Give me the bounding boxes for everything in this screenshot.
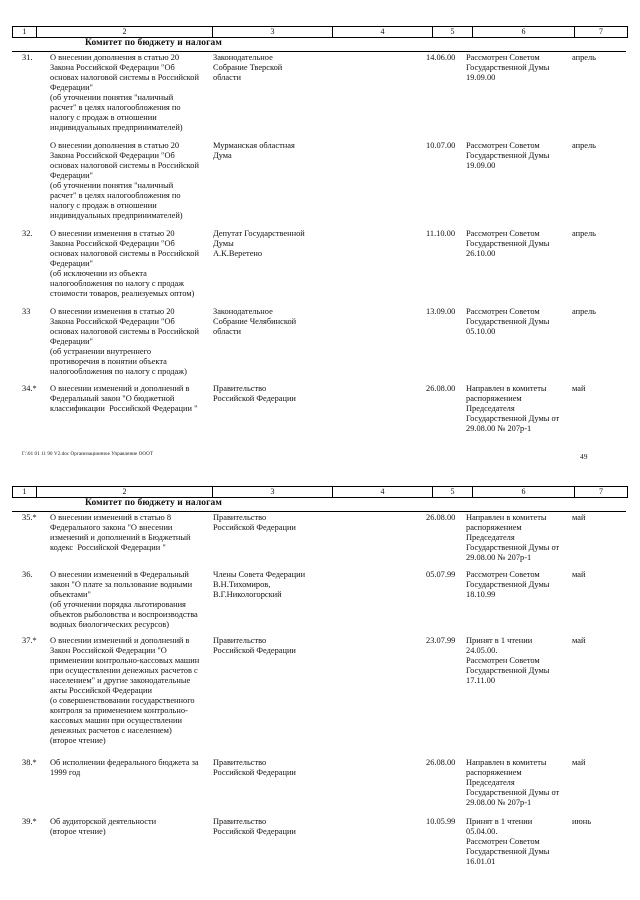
bill-status: Рассмотрен Советом Государственной Думы 18.10.99 (466, 570, 550, 599)
initiator: Правительство Российской Федерации (213, 384, 296, 403)
bill-status: Рассмотрен Советом Государственной Думы 05.10.00 (466, 307, 550, 336)
bill-title: Об аудиторской деятельности (второе чтение) (50, 817, 157, 836)
row-number: 33 (22, 307, 31, 316)
column-header-3: 3 (213, 487, 333, 497)
row-number: 36. (22, 570, 33, 579)
planned-month: май (572, 513, 586, 522)
initiator: Правительство Российской Федерации (213, 513, 296, 532)
row-number: 37.* (22, 636, 37, 645)
bill-title: О внесении дополнения в статью 20 Закона Российской Федерации "Об основах налоговой системы в Российской Федерации" (об уточнении понятия "наличный расчет" в целях налогообложения по налогу с продаж в отношении индивидуальных предпринимателей) (50, 53, 199, 132)
initiator: Законодательное Собрание Челябинской области (213, 307, 297, 336)
submission-date: 14.06.00 (426, 53, 456, 62)
column-header-7: 7 (599, 27, 603, 36)
page-number: 49 (580, 452, 588, 461)
row-number: 31. (22, 53, 33, 62)
column-header-6: 6 (473, 487, 575, 497)
row-number: 34.* (22, 384, 37, 393)
planned-month: май (572, 636, 586, 645)
committee-heading: Комитет по бюджету и налогам (85, 498, 222, 508)
bill-title: О внесении дополнения в статью 20 Закона Российской Федерации "Об основах налоговой системы в Российской Федерации" (об уточнении понятия "наличный расчет" в целях налогообложения по налогу с продаж в отношении индивидуальных предпринимателей) (50, 141, 199, 220)
initiator: Правительство Российской Федерации (213, 817, 296, 836)
submission-date: 26.08.00 (426, 758, 456, 767)
bill-status: Принят в 1 чтении 24.05.00. Рассмотрен Советом Государственной Думы 17.11.00 (466, 636, 550, 685)
bill-status: Рассмотрен Советом Государственной Думы 19.09.00 (466, 53, 550, 82)
column-header-1: 1 (13, 487, 37, 497)
column-header-7: 7 (599, 487, 603, 496)
row-number: 35.* (22, 513, 37, 522)
column-header-2: 2 (37, 27, 213, 37)
initiator: Законодательное Собрание Тверской области (213, 53, 283, 82)
initiator: Депутат Государственной Думы А.К.Веретено (213, 229, 305, 258)
submission-date: 10.07.00 (426, 141, 456, 150)
submission-date: 26.08.00 (426, 513, 456, 522)
planned-month: апрель (572, 229, 596, 238)
committee-heading: Комитет по бюджету и налогам (85, 38, 222, 48)
row-number: 39.* (22, 817, 37, 826)
bill-status: Направлен в комитеты распоряжением Председателя Государственной Думы от 29.08.00 № 207р-1 (466, 758, 560, 807)
column-header-2: 2 (37, 487, 213, 497)
bill-status: Рассмотрен Советом Государственной Думы 19.09.00 (466, 141, 550, 170)
planned-month: апрель (572, 307, 596, 316)
bill-status: Направлен в комитеты распоряжением Председателя Государственной Думы от 29.08.00 № 207р-1 (466, 513, 560, 562)
planned-month: май (572, 758, 586, 767)
submission-date: 10.05.99 (426, 817, 456, 826)
planned-month: июнь (572, 817, 592, 826)
bill-status: Рассмотрен Советом Государственной Думы 26.10.00 (466, 229, 550, 258)
initiator: Правительство Российской Федерации (213, 636, 296, 655)
planned-month: май (572, 570, 586, 579)
initiator: Мурманская областная Дума (213, 141, 295, 160)
bill-title: О внесении изменения в статью 20 Закона Российской Федерации "Об основах налоговой системы в Российской Федерации" (об исключении из объекта налогообложения по налогу с продаж стоимости товаров, реализуемых оптом) (50, 229, 199, 298)
planned-month: апрель (572, 53, 596, 62)
column-header-4: 4 (333, 487, 433, 497)
bill-title: О внесении изменений в Федеральный закон "О плате за пользование водными объектами" (об уточнении порядка льготирования объектов рыболовства и воспроизводства водных биологических ресурсов) (50, 570, 198, 629)
initiator: Правительство Российской Федерации (213, 758, 296, 777)
document-page-2 (0, 476, 640, 900)
initiator: Члены Совета Федерации В.Н.Тихомиров, В.Г.Никологорский (213, 570, 306, 599)
submission-date: 13.09.00 (426, 307, 456, 316)
bill-title: Об исполнении федерального бюджета за 1999 год (50, 758, 199, 777)
submission-date: 05.07.99 (426, 570, 456, 579)
row-number: 32. (22, 229, 33, 238)
bill-title: О внесении изменений в статью 8 Федерального закона "О внесении изменений и дополнений в Бюджетный кодекс Российской Федерации " (50, 513, 191, 552)
bill-status: Направлен в комитеты распоряжением Председателя Государственной Думы от 29.08.00 № 207р-1 (466, 384, 560, 433)
column-header-5: 5 (433, 487, 473, 497)
heading-underline (12, 511, 626, 512)
planned-month: апрель (572, 141, 596, 150)
submission-date: 11.10.00 (426, 229, 456, 238)
document-footer: Г:\01 01 11 90 V2.doc Организационное Управление ОООТ (22, 452, 153, 457)
column-header-row (12, 26, 628, 38)
column-header-5: 5 (433, 27, 473, 37)
bill-title: О внесении изменения в статью 20 Закона Российской Федерации "Об основах налоговой системы в Российской Федерации" (об устранении внутреннего противоречия в понятии объекта налогообложения по налогу с продаж) (50, 307, 199, 376)
submission-date: 26.08.00 (426, 384, 456, 393)
bill-title: О внесении изменений и дополнений в Федеральный закон "О бюджетной классификации Российской Федерации " (50, 384, 198, 413)
heading-underline (12, 51, 626, 52)
column-header-row (12, 486, 628, 498)
row-number: 38.* (22, 758, 37, 767)
column-header-1: 1 (13, 27, 37, 37)
planned-month: май (572, 384, 586, 393)
bill-status: Принят в 1 чтении 05.04.00. Рассмотрен Советом Государственной Думы 16.01.01 (466, 817, 550, 866)
submission-date: 23.07.99 (426, 636, 456, 645)
column-header-6: 6 (473, 27, 575, 37)
column-header-4: 4 (333, 27, 433, 37)
bill-title: О внесении изменений и дополнений в Закон Российской Федерации "О применении контрольно-кассовых машин при осуществлении денежных расчетов с населением" и другие законодательные акты Российской Федерации (о совершенствовании государственного контроля за применением контрольно- кассовых машин при осуществлении денежных расчетов с населением) (второе чтение) (50, 636, 200, 745)
column-header-3: 3 (213, 27, 333, 37)
